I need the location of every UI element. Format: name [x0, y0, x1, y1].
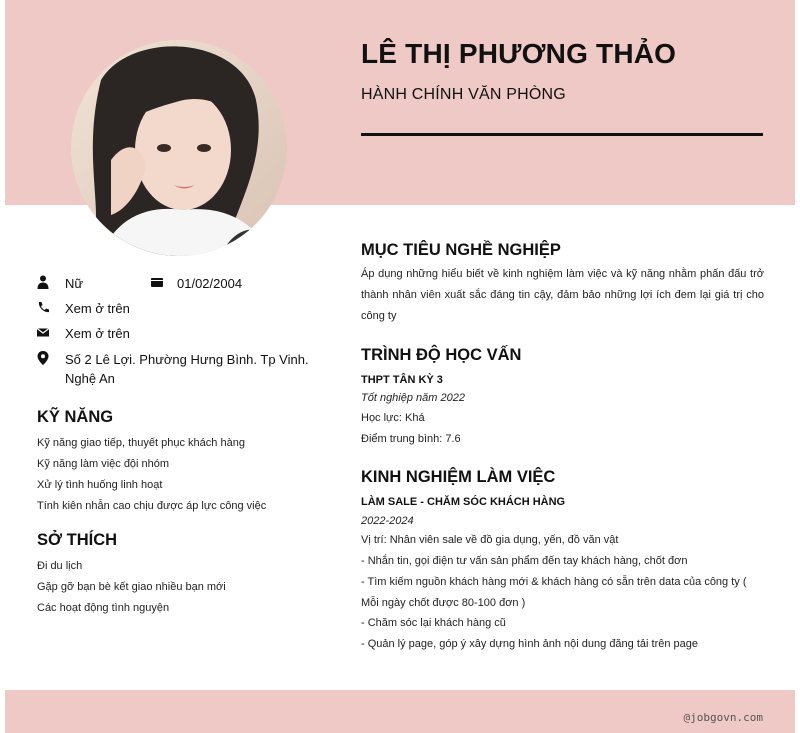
address-line-2: Nghệ An	[65, 371, 115, 386]
academic-rank: Học lực: Khá	[361, 412, 425, 424]
skills-title: KỸ NĂNG	[37, 408, 114, 426]
gpa: Điểm trung bình: 7.6	[361, 433, 461, 445]
address-line-1: Số 2 Lê Lợi. Phường Hưng Bình. Tp Vinh.	[65, 352, 309, 367]
experience-period: 2022-2024	[361, 515, 414, 527]
portrait-image	[71, 40, 287, 256]
experience-line: - Quản lý page, góp ý xây dựng hình ảnh nội dung đăng tải trên page	[361, 638, 698, 650]
title-divider	[361, 133, 763, 136]
phone-icon	[37, 300, 49, 314]
education-title: TRÌNH ĐỘ HỌC VẤN	[361, 346, 522, 364]
hobby-item: Đi du lịch	[37, 560, 83, 572]
experience-line: Mỗi ngày chốt được 80-100 đơn )	[361, 597, 526, 609]
objective-title: MỤC TIÊU NGHỀ NGHIỆP	[361, 241, 561, 259]
experience-role: LÀM SALE - CHĂM SÓC KHÁCH HÀNG	[361, 496, 566, 508]
hobby-item: Các hoạt động tình nguyện	[37, 602, 170, 614]
skill-item: Xử lý tình huống linh hoạt	[37, 479, 163, 491]
footer-band	[5, 690, 795, 733]
experience-line: - Tìm kiếm nguồn khách hàng mới & khách hàng có sẵn trên data của công ty (	[361, 576, 747, 588]
hobbies-title: SỞ THÍCH	[37, 531, 118, 549]
experience-line: - Nhắn tin, gọi điện tư vấn sản phẩm đến tay khách hàng, chốt đơn	[361, 555, 688, 567]
cv-page: LÊ THỊ PHƯƠNG THẢO HÀNH CHÍNH VĂN PHÒNG Nữ 01/02/2004 Xem ở trên Xem ở trên Số 2 Lê Lợi. Phường Hưng Bình. Tp Vinh. Nghệ An KỸ NĂNG Kỹ năng giao tiếp, thuyết phục khách hàng Kỹ năng làm việc đội nhóm Xử lý tình huống linh hoạt Tính kiên nhẫn cao chịu được áp lực công việc SỞ THÍCH Đi du lịch Gặp gỡ bạn bè kết giao nhiều bạn mới Các hoạt động tình nguyện MỤC TIÊU NGHỀ NGHIỆP Áp dụng những hiểu biết về kinh nghiệm làm việc và kỹ năng nhằm phấn đấu trở thành nhân viên xuất sắc đáng tin cậy, đảm bảo những lợi ích đem lại giá trị cho công ty TRÌNH ĐỘ HỌC VẤN THPT TÂN KỲ 3 Tốt nghiệp năm 2022 Học lực: Khá Điểm trung bình: 7.6 KINH NGHIỆM LÀM VIỆC LÀM SALE - CHĂM SÓC KHÁCH HÀNG 2022-2024 Vị trí: Nhân viên sale về đồ gia dụng, yến, đồ văn vật - Nhắn tin, gọi điện tư vấn sản phẩm đến tay khách hàng, chốt đơn - Tìm kiếm nguồn khách hàng mới & khách hàng có sẵn trên data của công ty ( Mỗi ngày chốt được 80-100 đơn ) - Chăm sóc lại khách hàng cũ - Quản lý page, góp ý xây dựng hình ảnh nội dung đăng tải trên page @jobgovn.com	[5, 0, 795, 733]
candidate-name: LÊ THỊ PHƯƠNG THẢO	[361, 38, 677, 69]
experience-line: - Chăm sóc lại khách hàng cũ	[361, 617, 506, 629]
calendar-icon	[151, 275, 163, 289]
graduation-year: Tốt nghiệp năm 2022	[361, 392, 465, 404]
watermark: @jobgovn.com	[683, 711, 763, 724]
hobby-item: Gặp gỡ bạn bè kết giao nhiều bạn mới	[37, 581, 226, 593]
mail-icon	[37, 325, 49, 339]
person-icon	[37, 275, 49, 289]
skill-item: Kỹ năng giao tiếp, thuyết phục khách hàng	[37, 437, 245, 449]
objective-text: Áp dụng những hiểu biết về kinh nghiệm làm việc và kỹ năng nhằm phấn đấu trở thành nhân viên xuất sắc đáng tin cậy, đảm bảo những lợi ích đem lại giá trị cho công ty	[361, 268, 764, 322]
experience-line: Vị trí: Nhân viên sale về đồ gia dụng, yến, đồ văn vật	[361, 534, 619, 546]
skill-item: Kỹ năng làm việc đội nhóm	[37, 458, 170, 470]
school-name: THPT TÂN KỲ 3	[361, 374, 443, 386]
avatar	[71, 40, 287, 256]
skill-item: Tính kiên nhẫn cao chịu được áp lực công việc	[37, 500, 267, 512]
job-title: HÀNH CHÍNH VĂN PHÒNG	[361, 86, 566, 103]
experience-title: KINH NGHIỆM LÀM VIỆC	[361, 468, 556, 486]
location-pin-icon	[37, 351, 49, 365]
